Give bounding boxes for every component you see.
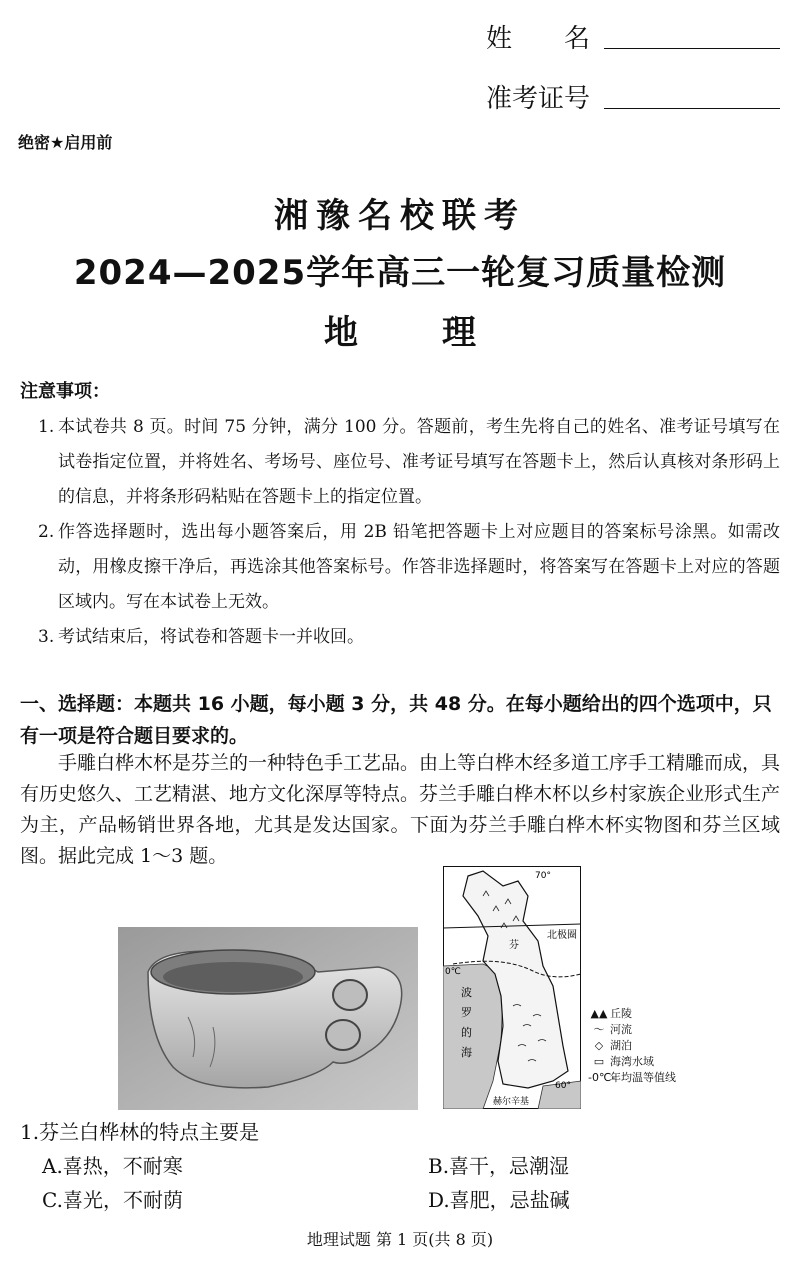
note-num: 2. [38, 522, 55, 542]
confidential-label: 绝密★启用前 [18, 133, 113, 152]
sea-label-3: 的 [461, 1026, 472, 1039]
option-b[interactable]: B.喜干，忌潮湿 [428, 1154, 570, 1178]
note-text: 本试卷共 8 页。时间 75 分钟，满分 100 分。答题前，考生先将自己的姓名、准考证号填写在试卷指定位置，并将姓名、考场号、座位号、准考证号填写在答题卡上，然后认真核对条形码上的信息，并将条形码粘贴在答题卡上的指定位置。 [58, 417, 780, 507]
option-a[interactable]: A.喜热，不耐寒 [42, 1154, 183, 1178]
legend-item: ▭ 海湾水域 [588, 1053, 676, 1069]
subject-char-2: 理 [442, 313, 476, 353]
name-label: 姓 名 [486, 24, 591, 54]
legend-item: ▲▲ 丘陵 [588, 1005, 676, 1021]
passage: 手雕白桦木杯是芬兰的一种特色手工艺品。由上等白桦木经多道工序手工精雕而成，具有历史悠久、工艺精湛、地方文化深厚等特点。芬兰手雕白桦木杯以乡村家族企业形式生产为主，产品畅销世界各地，尤其是发达国家。下面为芬兰手雕白桦木杯实物图和芬兰区域图。据此完成 1～3 题。 [20, 752, 781, 867]
sea-label-2: 罗 [461, 1006, 472, 1019]
country-label: 芬 [509, 940, 519, 951]
option-d[interactable]: D.喜肥，忌盐碱 [428, 1188, 570, 1212]
question-1-stem: 1.芬兰白桦林的特点主要是 [20, 1120, 260, 1144]
legend-item: ◇ 湖泊 [588, 1037, 676, 1053]
river-icon: 〜 [593, 1023, 605, 1036]
exam-title: 2024—2025学年高三一轮复习质量检测 [73, 253, 727, 293]
note-item-1 [38, 410, 780, 515]
exam-id-label: 准考证号 [486, 84, 591, 114]
map-legend [588, 1005, 676, 1085]
finland-map [443, 866, 581, 1109]
exam-org-title: 湘豫名校联考 [274, 196, 526, 236]
hills-icon: ▲▲ [590, 1006, 608, 1020]
subject-char-1: 地 [324, 313, 358, 353]
legend-item: -0℃- 年均温等值线 [588, 1070, 676, 1084]
note-item-3 [38, 620, 780, 655]
sea-area-icon: ▭ [593, 1054, 605, 1068]
capital-label: 赫尔辛基 [493, 1097, 530, 1107]
note-num: 1. [38, 417, 55, 437]
lake-icon: ◇ [594, 1038, 604, 1052]
isotherm-label: 0℃ [445, 967, 461, 977]
note-item-2 [38, 515, 780, 620]
lat-60-label: 60° [555, 1081, 571, 1091]
subject-title [0, 305, 800, 354]
birch-cup-photo [118, 927, 418, 1110]
note-num: 3. [38, 627, 55, 647]
section-heading: 一、选择题：本题共 16 小题，每小题 3 分，共 48 分。在每小题给出的四个选项中，只有一项是符合题目要求的。 [20, 693, 772, 747]
sea-label-1: 波 [461, 986, 472, 999]
sea-label-4: 海 [461, 1046, 472, 1059]
lat-70-label: 70° [535, 871, 551, 881]
page-footer: 地理试题 第 1 页(共 8 页) [306, 1230, 494, 1249]
isotherm-icon: -0℃- [588, 1070, 616, 1084]
name-blank[interactable] [604, 48, 780, 49]
exam-id-blank[interactable] [604, 108, 780, 109]
note-text: 考试结束后，将试卷和答题卡一并收回。 [58, 627, 364, 647]
arctic-circle-label: 北极圈 [547, 930, 577, 941]
note-text: 作答选择题时，选出每小题答案后，用 2B 铅笔把答题卡上对应题目的答案标号涂黑。如需改动，用橡皮擦干净后，再选涂其他答案标号。作答非选择题时，将答案写在答题卡上对应的答题区域内。写在本试卷上无效。 [58, 522, 780, 612]
notes-heading: 注意事项： [20, 381, 110, 402]
legend-item: 〜 河流 [588, 1021, 676, 1037]
option-c[interactable]: C.喜光，不耐荫 [42, 1188, 183, 1212]
